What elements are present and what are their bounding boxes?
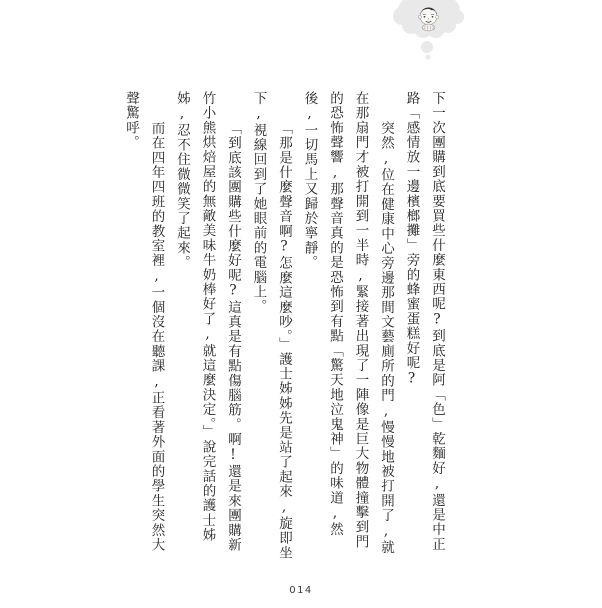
page-number: 014	[289, 585, 313, 596]
paragraph: 突然,位在健康中心旁邊那間文藝廁所的門,慢慢地被打開了,就在那扇門才被打開到一半時,緊接著出現了一陣像是巨大物體撞擊到門的恐怖聲響,那聲音真的是恐怖到有點「驚天地泣鬼神」的味道,然後,一切馬上又歸於寧靜。	[301, 91, 394, 555]
paragraph: 而在四年四班的教室裡,一個沒在聽課,正看著外面的學生突然大聲驚呼。	[123, 91, 165, 553]
thought-bubble-boy-icon	[391, 0, 471, 62]
paragraph: 「那是什麼聲音啊?怎麼這麼吵。」護士姊姊先是站了起來,旋即坐下,視線回到了她眼前的電腦上。	[250, 91, 292, 561]
paragraph: 下一次團購到底要買些什麼東西呢?到底是阿「色」乾麵好,還是中正路「感情放一邊檳榔攤」旁的蜂蜜蛋糕好呢?	[403, 91, 445, 552]
paragraph: 「到底該團購些什麼好呢?這真是有點傷腦筋。啊!還是來團購新竹小熊烘焙屋的無敵美味牛奶棒好了,就這麼決定。」說完話的護士姊姊,忍不住微微笑了起來。	[174, 91, 241, 553]
story-text-block	[118, 91, 450, 561]
